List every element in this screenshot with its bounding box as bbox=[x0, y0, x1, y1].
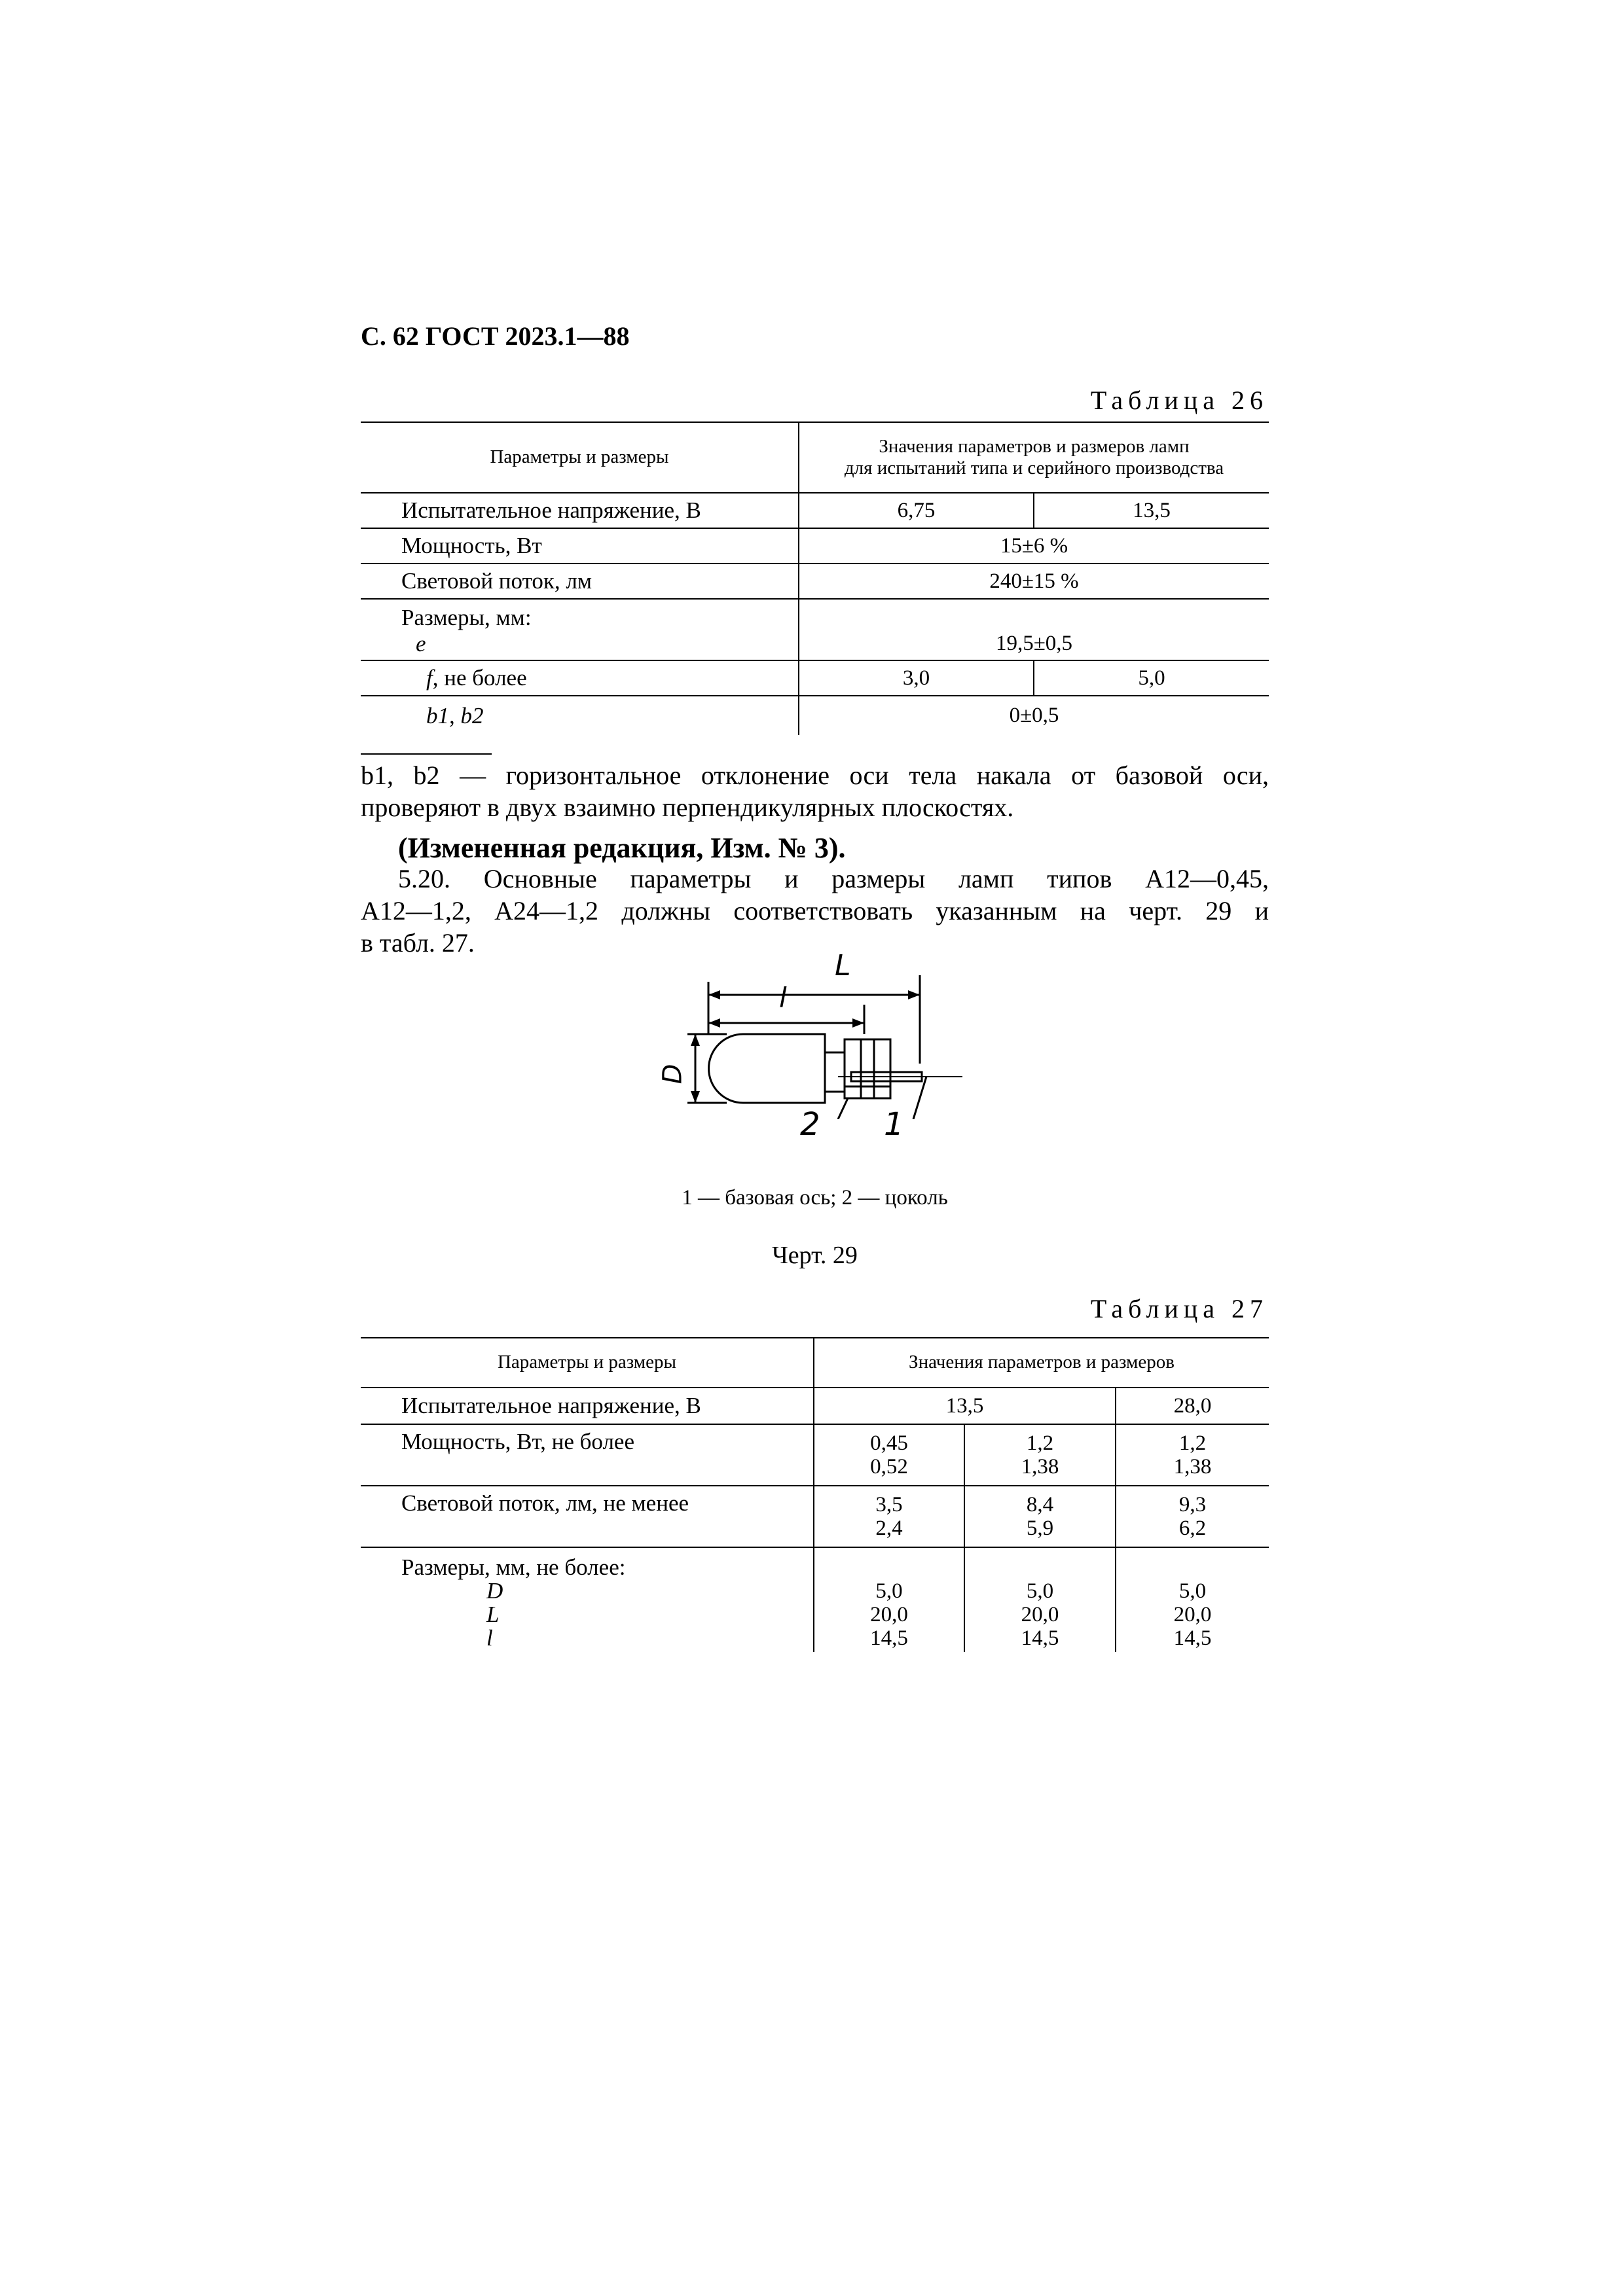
table27 bbox=[361, 1337, 1269, 1652]
table26-f-v1: 3,0 bbox=[799, 660, 1034, 696]
figure-label-L: L bbox=[835, 949, 851, 982]
para-5-20-line1: 5.20. Основные параметры и размеры ламп типов А12—0,45, bbox=[398, 864, 1269, 893]
table27-dims-c2 bbox=[964, 1547, 1116, 1652]
leader-2 bbox=[838, 1098, 848, 1119]
table27-dims-c3-D: 5,0 bbox=[1178, 1579, 1207, 1603]
figure-label-l: l bbox=[779, 982, 787, 1014]
table26-caption: Таблица 26 bbox=[1090, 386, 1268, 415]
table27-dims-sym-l: l bbox=[486, 1625, 493, 1651]
table26-power-label: Мощность, Вт bbox=[361, 528, 799, 564]
figure-label-1: 1 bbox=[884, 1106, 904, 1143]
table27-dims-c1-L: 20,0 bbox=[870, 1603, 908, 1626]
table26-header-values-line1: Значения параметров и размеров ламп bbox=[879, 435, 1190, 457]
table27-power-c3 bbox=[1116, 1424, 1269, 1486]
table27-power-c1 bbox=[814, 1424, 964, 1486]
table26-f-v2: 5,0 bbox=[1138, 666, 1165, 690]
footnote-line1: b1, b2 — горизонтальное отклонение оси тела накала от базовой оси, bbox=[361, 761, 1269, 790]
table26-voltage-label: Испытательное напряжение, В bbox=[361, 493, 799, 528]
dim-D-arrow-bottom bbox=[691, 1091, 700, 1103]
table27-dims-label: Размеры, мм, не более: bbox=[401, 1554, 626, 1580]
table27-header-params: Параметры и размеры bbox=[361, 1338, 814, 1388]
table27-dims-c3-L: 20,0 bbox=[1173, 1603, 1212, 1626]
dim-L-arrow-left bbox=[708, 990, 720, 999]
base-body bbox=[845, 1039, 890, 1098]
dim-l-arrow-right bbox=[852, 1018, 864, 1028]
figure-label-D: D bbox=[657, 1064, 688, 1085]
para-5-20-line3: в табл. 27. bbox=[361, 928, 475, 958]
table27-power-label: Мощность, Вт, не более bbox=[361, 1424, 814, 1486]
page-header: С. 62 ГОСТ 2023.1—88 bbox=[361, 321, 630, 351]
figure-label-2: 2 bbox=[800, 1106, 820, 1143]
table26-f-symbol: f bbox=[426, 665, 433, 691]
table27-dims-sym-D: D bbox=[486, 1578, 503, 1604]
table27-flux-c3 bbox=[1116, 1486, 1269, 1547]
table27-voltage-label: Испытательное напряжение, В bbox=[361, 1388, 814, 1424]
table26-dims-label: Размеры, мм: bbox=[401, 605, 532, 630]
table27-power-c2 bbox=[964, 1424, 1116, 1486]
table26-flux-label: Световой поток, лм bbox=[361, 564, 799, 599]
table27-flux-c1-b: 2,4 bbox=[875, 1516, 903, 1540]
table26 bbox=[361, 422, 1269, 735]
footnote bbox=[361, 759, 1269, 823]
table27-dims-c1-D: 5,0 bbox=[875, 1579, 903, 1603]
table27-dims-c3-l: 14,5 bbox=[1173, 1626, 1212, 1650]
table27-caption: Таблица 27 bbox=[1090, 1294, 1268, 1323]
table27-flux-c2-a: 8,4 bbox=[1026, 1493, 1054, 1516]
table27-dims-sym-L: L bbox=[486, 1602, 500, 1627]
table26-dims-cell bbox=[361, 599, 799, 660]
table27-dims-c3 bbox=[1116, 1547, 1269, 1652]
footnote-line2: проверяют в двух взаимно перпендикулярных плоскостях. bbox=[361, 793, 1014, 822]
table27-dims-c1 bbox=[814, 1547, 964, 1652]
table27-flux-c3-a: 9,3 bbox=[1178, 1493, 1207, 1516]
table27-dims-c2-D: 5,0 bbox=[1026, 1579, 1054, 1603]
table27-flux-c2 bbox=[964, 1486, 1116, 1547]
table26-header-params: Параметры и размеры bbox=[361, 422, 799, 493]
table27-power-c3-a: 1,2 bbox=[1178, 1431, 1207, 1455]
table27-power-c2-a: 1,2 bbox=[1026, 1431, 1054, 1455]
table27-flux-c3-b: 6,2 bbox=[1178, 1516, 1207, 1540]
table27-flux-label: Световой поток, лм, не менее bbox=[361, 1486, 814, 1547]
dim-D-arrow-top bbox=[691, 1034, 700, 1046]
table26-header-values bbox=[799, 422, 1269, 493]
table27-voltage-28: 28,0 bbox=[1173, 1393, 1212, 1418]
table26-f-rest: , не более bbox=[432, 665, 527, 691]
dim-l-arrow-left bbox=[708, 1018, 720, 1028]
figure-caption: Черт. 29 bbox=[772, 1242, 858, 1269]
table27-dims-cell bbox=[361, 1547, 814, 1652]
table27-dims-c1-l: 14,5 bbox=[870, 1626, 908, 1650]
table26-b-value: 0±0,5 bbox=[1009, 704, 1059, 727]
dim-L-arrow-right bbox=[908, 990, 920, 999]
base-neck bbox=[825, 1052, 845, 1092]
table27-power-c1-b: 0,52 bbox=[870, 1455, 908, 1479]
table26-flux-value: 240±15 % bbox=[989, 569, 1079, 593]
table27-header-values: Значения параметров и размеров bbox=[909, 1352, 1175, 1373]
table27-power-c2-b: 1,38 bbox=[1021, 1455, 1059, 1479]
table27-flux-c2-b: 5,9 bbox=[1026, 1516, 1054, 1540]
table27-dims-c2-l: 14,5 bbox=[1021, 1626, 1059, 1650]
leader-1 bbox=[913, 1077, 926, 1119]
table26-voltage-v2: 13,5 bbox=[1133, 498, 1171, 522]
table26-voltage-v1: 6,75 bbox=[799, 493, 1034, 528]
figure-legend: 1 — базовая ось; 2 — цоколь bbox=[682, 1186, 948, 1210]
table26-header-values-line2: для испытаний типа и серийного производства bbox=[844, 457, 1224, 478]
table26-b-label: b1, b2 bbox=[361, 696, 799, 735]
table27-power-c3-b: 1,38 bbox=[1173, 1455, 1212, 1479]
table27-voltage-13: 13,5 bbox=[814, 1388, 1116, 1424]
table27-power-c1-a: 0,45 bbox=[870, 1431, 908, 1455]
bulb-outline bbox=[709, 1034, 826, 1103]
edition-note: (Измененная редакция, Изм. № 3). bbox=[398, 832, 846, 864]
table26-f-label bbox=[361, 660, 799, 696]
table26-e-value: 19,5±0,5 bbox=[995, 632, 1073, 655]
table27-dims-c2-L: 20,0 bbox=[1021, 1603, 1059, 1626]
table26-e-label: e bbox=[416, 631, 426, 656]
table26-power-value: 15±6 % bbox=[1000, 533, 1068, 558]
para-5-20-line2: А12—1,2, А24—1,2 должны соответствовать указанным на черт. 29 и bbox=[361, 896, 1269, 925]
paragraph-5-20 bbox=[361, 863, 1269, 959]
footnote-rule bbox=[361, 753, 492, 755]
table27-flux-c1 bbox=[814, 1486, 964, 1547]
table27-flux-c1-a: 3,5 bbox=[875, 1493, 903, 1516]
lamp-drawing bbox=[655, 956, 995, 1119]
